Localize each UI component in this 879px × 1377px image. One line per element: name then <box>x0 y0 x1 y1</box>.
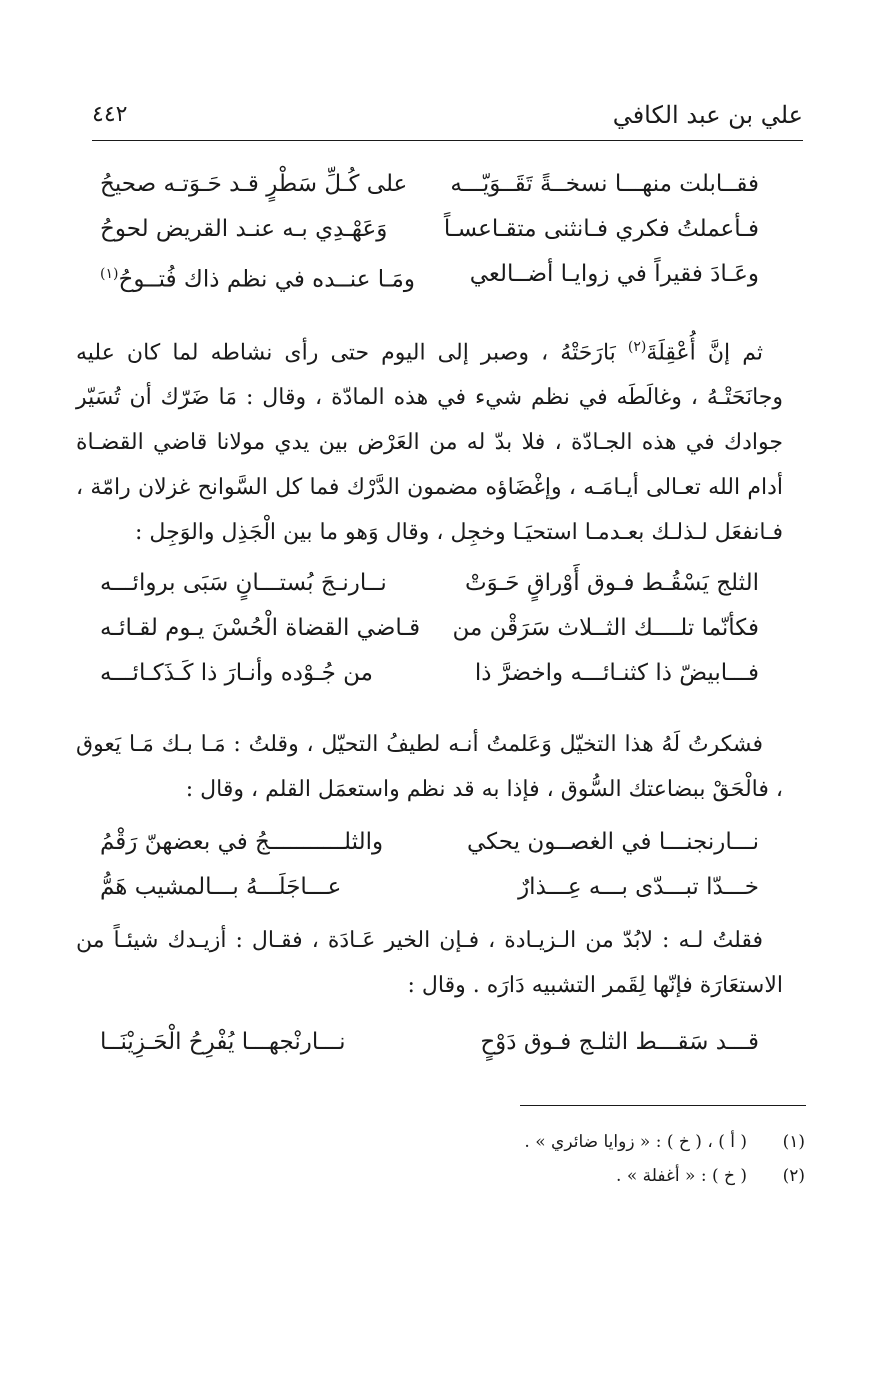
first-hemistich: فقــابلت منهـــا نسخــةً تَقَــوَيّـــه <box>450 171 759 197</box>
running-title: علي بن عبد الكافي <box>612 101 803 129</box>
paragraph-text: فشكرتُ لَهُ هذا التخيّل وَعَلمتُ أنـه لطيفُ التحيّل ، وقلتُ : مَـا بـك مَـا يَعوق ، فالْحَقْ ببضاعتك السُّوق ، فإذا به قد نظم واستعمَل القلم ، وقال : <box>76 732 783 802</box>
running-head <box>92 98 803 141</box>
first-hemistich: فكأنّما تلــــك الثــلاث سَرَقْن من <box>452 615 759 641</box>
footnote-text: ( خ ) : « أغفلة » . <box>616 1166 747 1186</box>
poem-2 <box>100 561 759 696</box>
verse <box>100 252 759 297</box>
footnote-text: ( أ ) ، ( خ ) : « زوايا ضائري » . <box>524 1132 747 1152</box>
poem-3 <box>100 820 759 910</box>
footnote-number: (٢) <box>782 1166 805 1186</box>
footnote <box>300 1159 805 1193</box>
paragraph-text-rest: بَارَحَتْهُ ، وصبر إلى اليوم حتى رأى نشاطه لما كان عليه وجانَحَتْـهُ ، وغالَطَه في نظم شيء في هذه المادّة ، وقال : مَا ضَرّك أن تُسَيّر جوادك في هذه الجـادّة ، فلا بدّ له من العَرْض بين يدي مولانا قاضي القضـاة أدام الله تعـالى أيـامَـه ، وإغْضَاؤه مضمون الدَّرْك فما كل السَّوانح غزلان رامّة ، فـانفعَل لـذلـك بعـدمـا استحيَـا وخجِل ، وقال وَهو ما بين الْجَذِل والوَجِل : <box>76 340 783 546</box>
verse <box>100 561 759 606</box>
second-hemistich: قـاضي القضاة الْحُسْنَ يـوم لقـائـه <box>100 615 421 641</box>
second-hemistich: على كُـلِّ سَطْرٍ قـد حَـوَتـه صحيحُ <box>100 171 408 197</box>
paragraph-3 <box>76 918 783 1008</box>
footnote <box>300 1125 805 1159</box>
second-hemistich <box>100 252 415 303</box>
first-hemistich: الثلج يَسْقُـط فـوق أَوْراقٍ حَـوَتْ <box>465 570 759 596</box>
first-hemistich: وعَـادَ فقيراً في زوايـا أضــالعي <box>469 261 759 287</box>
second-hemistich: والثلـــــــــــجُ في بعضهنّ رَقْمُ <box>100 829 384 855</box>
page-number: ٤٤٢ <box>92 102 128 127</box>
second-hemistich: وَعَهْـدِي بـه عنـد القريض لحوحُ <box>100 216 388 242</box>
verse <box>100 162 759 207</box>
second-hemistich: من جُـوْده وأنـارَ ذا كَـذَكـائـــه <box>100 660 373 686</box>
paragraph-text <box>76 325 783 555</box>
footnote-ref-1: (١) <box>100 266 119 282</box>
paragraph-1 <box>76 325 783 555</box>
poem-4 <box>100 1020 759 1065</box>
footnotes <box>300 1125 805 1193</box>
footnote-divider <box>520 1105 806 1106</box>
first-hemistich: نـــارنجنـــا في الغصــون يحكي <box>466 829 759 855</box>
verse <box>100 1020 759 1065</box>
second-hemistich: عـــاجَلَـــهُ بـــالمشيب هَمُّ <box>100 874 342 900</box>
first-hemistich: خـــدّا تبـــدّى بـــه عِـــذارٌ <box>518 874 759 900</box>
second-hemistich: نــارنـجَ بُستـــانٍ سَبَى بروائـــه <box>100 570 387 596</box>
paragraph-2 <box>76 722 783 812</box>
second-hemistich: نـــارنْجهـــا يُفْرِحُ الْحَـزِيْنَــا <box>100 1029 346 1055</box>
poem-1 <box>100 162 759 297</box>
first-hemistich: قـــد سَقـــط الثلـج فـوق دَوْحٍ <box>480 1029 759 1055</box>
verse <box>100 820 759 865</box>
paragraph-text: فقلتُ لـه : لابُدّ من الـزيـادة ، فـإن الخير عَـادَة ، فقـال : أزيـدك شيئـاً من الاستعَارَة فإنّها لِقَمر التشبيه دَارَه . وقال : <box>76 928 783 998</box>
verse <box>100 865 759 910</box>
first-hemistich: فـــابيضّ ذا كثنـائـــه واخضرَّ ذا <box>474 660 759 686</box>
footnote-ref-2: (٢) <box>627 339 647 355</box>
verse <box>100 651 759 696</box>
paragraph-text-start: ثم إنَّ أُعْقِلَةَ <box>646 340 763 366</box>
verse <box>100 606 759 651</box>
footnote-number: (١) <box>782 1132 805 1152</box>
hemistich-text: ومَـا عنــده في نظم ذاك فُتــوحُ <box>118 266 415 293</box>
verse <box>100 207 759 252</box>
first-hemistich: فـأعملتُ فكري فـانثنى متقـاعسـاً <box>443 216 759 242</box>
